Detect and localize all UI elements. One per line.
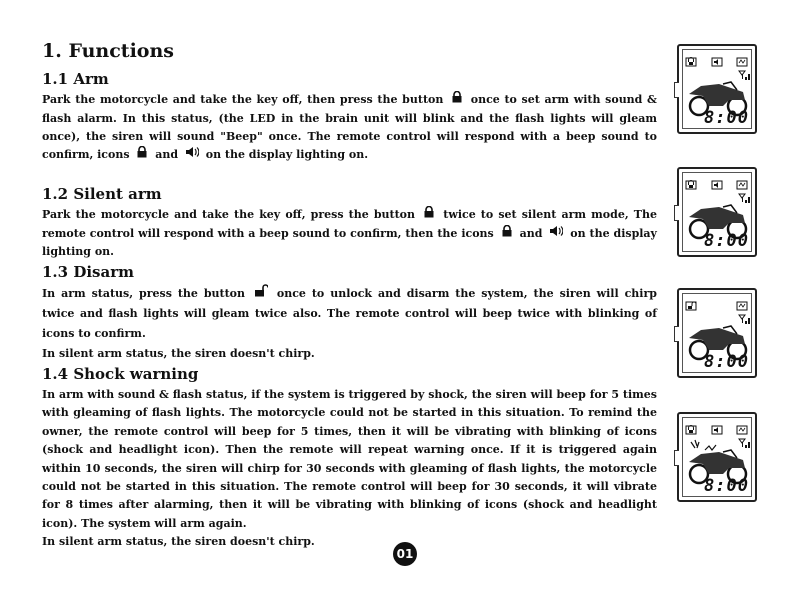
section-body-shock-warning: In arm with sound & flash status, if the system is triggered by shock, the siren will beep for 5 times with gleaming of flash lights. The motorcycle could not be started in this situation. To remind the owner, the remote control will beep for 5 times, then it will be vibrating with blinking of icons (shock and headlight icon). Then the remote will repeat warning once. If it is triggered again within 10 seconds, the siren will chirp for 30 seconds with gleaming of flash lights, the motorcycle could not be started in this situation. The remote control will beep for 30 seconds, it will vibrate for 8 times after alarming, then it will be vibrating with blinking of icons (shock and headlight icon). The system will arm again. In silent arm status, the siren doesn't chirp.	[42, 388, 657, 549]
clock-display: 8:00	[704, 352, 749, 372]
signal-icon	[739, 439, 750, 448]
speaker-icon	[185, 146, 199, 164]
section-body-arm: Park the motorcycle and take the key off, then press the button once to set arm with sound & flash alarm. In this status, (the LED in the brain unit will blink and the flash lights will gleam once), the siren will sound "Beep" once. The remote control will respond with a beep sound to confirm, icons and on the display lighting on.	[42, 91, 657, 165]
unlock-icon	[686, 302, 696, 310]
lock-icon	[423, 206, 435, 224]
shock-icon	[737, 58, 747, 66]
section-heading-arm: 1.1 Arm	[42, 70, 109, 88]
signal-icon	[739, 194, 750, 203]
section-heading-disarm: 1.3 Disarm	[42, 263, 134, 281]
page-number: 01	[393, 542, 417, 566]
lock-icon	[136, 146, 148, 164]
remote-display-disarmed	[677, 288, 757, 378]
speaker-icon	[712, 181, 722, 189]
section-heading-silent-arm: 1.2 Silent arm	[42, 185, 162, 203]
clock-display: 8:00	[704, 231, 749, 251]
lock-icon	[686, 58, 696, 67]
shock-icon	[737, 181, 747, 189]
unlock-icon	[254, 284, 268, 304]
section-body-disarm: In arm status, press the button once to unlock and disarm the system, the siren will chirp twice and flash lights will gleam twice also. The remote control will beep twice with blinking of icons to confirm. In silent arm status, the siren doesn't chirp.	[42, 284, 657, 364]
speaker-icon	[712, 58, 722, 66]
headlight-icon	[691, 440, 699, 448]
remote-display-shock-warning	[677, 412, 757, 502]
speaker-icon	[712, 426, 722, 434]
clock-display: 8:00	[704, 108, 749, 128]
lock-icon	[686, 426, 696, 435]
section-heading-shock-warning: 1.4 Shock warning	[42, 365, 199, 383]
lock-icon	[501, 225, 513, 243]
signal-icon	[739, 315, 750, 324]
shock-icon	[737, 302, 747, 310]
signal-icon	[739, 71, 750, 80]
section-body-silent-arm: Park the motorcycle and take the key off, press the button twice to set silent arm mode, The remote control will respond with a beep sound to confirm, then the icons and on the display lighting on.	[42, 206, 657, 262]
page-title: 1. Functions	[42, 40, 174, 62]
lock-icon	[686, 181, 696, 190]
clock-display: 8:00	[704, 476, 749, 496]
shock-icon	[737, 426, 747, 434]
speaker-icon	[549, 225, 563, 243]
remote-display-silent-arm	[677, 167, 757, 257]
remote-display-armed	[677, 44, 757, 134]
lock-icon	[451, 91, 463, 109]
